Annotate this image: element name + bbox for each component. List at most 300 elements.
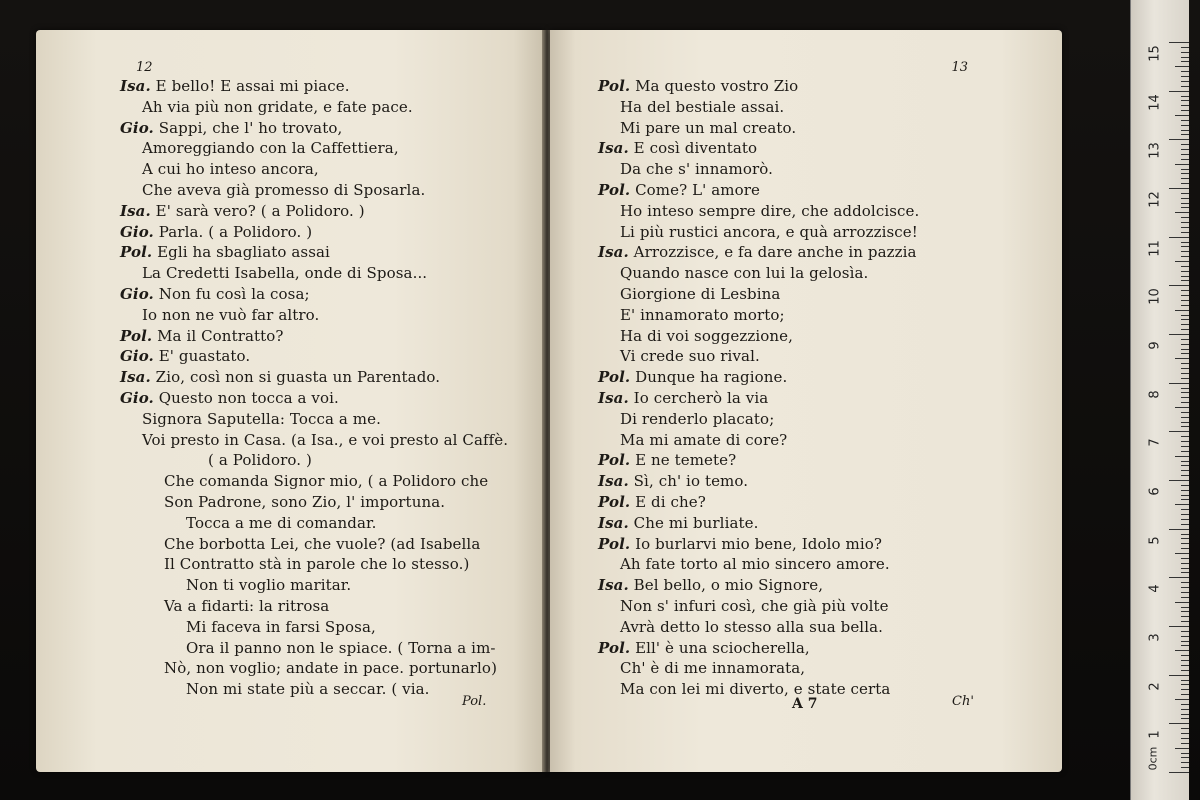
line-text: E' guastato. (153, 347, 251, 366)
speaker-label: Isa. (598, 243, 629, 262)
text-line (120, 118, 342, 138)
ruler-tick (1181, 485, 1189, 486)
ruler-tick (1181, 339, 1189, 340)
text-line (598, 138, 757, 158)
speaker-label: Pol. (598, 493, 631, 511)
text-line (142, 180, 425, 200)
speaker-label: Gio. (120, 222, 154, 241)
ruler-number: 14 (1147, 93, 1163, 111)
line-text: Son Padrone, sono Zio, l' importuna. (164, 493, 446, 511)
ruler-tick (1181, 246, 1189, 247)
text-line (208, 450, 312, 470)
text-line (186, 638, 496, 658)
ruler-tick (1181, 509, 1189, 510)
ruler-tick (1181, 392, 1189, 393)
ruler-tick (1169, 577, 1189, 578)
ruler-tick (1181, 524, 1189, 525)
ruler-tick (1175, 212, 1189, 213)
line-text: Zio, così non si guasta un Parentado. (150, 368, 441, 387)
ruler-tick (1181, 130, 1189, 131)
ruler-tick (1181, 280, 1189, 281)
ruler-number: 8 (1147, 390, 1163, 399)
line-text: Signora Saputella: Tocca a me. (142, 409, 381, 428)
ruler-tick (1169, 139, 1189, 140)
ruler-tick (1181, 684, 1189, 685)
ruler-tick (1181, 519, 1189, 520)
ruler-tick (1181, 378, 1189, 379)
text-line (598, 513, 759, 533)
speaker-label: Pol. (598, 368, 631, 387)
ruler-number: 13 (1147, 142, 1163, 160)
text-line (620, 617, 883, 637)
text-line (598, 534, 882, 554)
ruler-tick (1169, 675, 1189, 676)
text-line (598, 76, 798, 96)
line-text: Vi crede suo rival. (620, 347, 760, 366)
right-page-number: 13 (951, 60, 968, 75)
line-text: E di che? (630, 493, 706, 511)
text-line (620, 679, 890, 699)
ruler-tick (1181, 173, 1189, 174)
ruler-number: 6 (1147, 487, 1163, 496)
speaker-label: Gio. (120, 389, 154, 407)
line-text: Da che s' innamorò. (620, 160, 773, 179)
speaker-label: Isa. (598, 576, 629, 595)
ruler-tick (1181, 762, 1189, 763)
line-text: Tocca a me di comandar. (186, 513, 377, 532)
speaker-label: Isa. (598, 139, 629, 158)
text-line (620, 430, 787, 450)
ruler-tick (1169, 480, 1189, 481)
ruler-tick (1169, 626, 1189, 627)
text-line (620, 596, 889, 616)
line-text: Egli ha sbagliato assai (152, 243, 330, 262)
ruler-tick (1181, 412, 1189, 413)
speaker-label: Pol. (120, 243, 153, 262)
line-text: Ha di voi soggezzione, (620, 326, 793, 345)
ruler-tick (1181, 105, 1189, 106)
line-text: Mi pare un mal creato. (620, 118, 797, 137)
ruler-number: 5 (1147, 536, 1163, 545)
text-line (164, 534, 480, 554)
ruler-tick (1169, 91, 1189, 92)
ruler-tick (1175, 748, 1189, 749)
text-line (598, 492, 706, 512)
text-line (598, 471, 748, 491)
ruler-tick (1181, 76, 1189, 77)
ruler-tick (1181, 475, 1189, 476)
line-text: Giorgione di Lesbina (620, 285, 781, 303)
line-text: E bello! E assai mi piace. (150, 77, 350, 95)
ruler-number: 9 (1147, 341, 1163, 350)
ruler-tick (1181, 441, 1189, 442)
ruler-tick (1181, 582, 1189, 583)
ruler-tick (1181, 568, 1189, 569)
line-text: Che aveva già promesso di Sposarla. (142, 181, 426, 199)
ruler-tick (1181, 227, 1189, 228)
ruler-number: 4 (1147, 584, 1163, 593)
ruler-tick (1169, 723, 1189, 724)
ruler-tick (1181, 689, 1189, 690)
ruler-tick (1181, 271, 1189, 272)
ruler-tick (1181, 329, 1189, 330)
ruler-tick (1181, 694, 1189, 695)
right-catchword: Ch' (952, 694, 974, 709)
ruler-tick (1181, 178, 1189, 179)
ruler-tick (1181, 96, 1189, 97)
ruler-tick (1181, 718, 1189, 719)
line-text: Sappi, che l' ho trovato, (153, 118, 343, 137)
ruler-tick (1181, 144, 1189, 145)
ruler-tick (1181, 558, 1189, 559)
speaker-label: Gio. (120, 285, 154, 303)
ruler-tick (1175, 456, 1189, 457)
ruler-tick (1181, 100, 1189, 101)
line-text: Amoreggiando con la Caffettiera, (142, 139, 399, 158)
line-text: Non ti voglio maritar. (186, 576, 352, 595)
ruler-tick (1169, 383, 1189, 384)
line-text: Quando nasce con lui la gelosìa. (620, 264, 869, 283)
ruler-tick (1181, 295, 1189, 296)
ruler-tick (1181, 426, 1189, 427)
ruler-tick (1181, 183, 1189, 184)
ruler-tick (1181, 71, 1189, 72)
ruler-tick (1181, 217, 1189, 218)
text-line (620, 346, 760, 366)
ruler-tick (1181, 203, 1189, 204)
text-line (620, 305, 785, 325)
ruler-number: 12 (1147, 191, 1163, 208)
ruler-tick (1181, 709, 1189, 710)
speaker-label: Pol. (598, 451, 631, 470)
ruler-number: 2 (1147, 682, 1163, 691)
ruler-tick (1181, 738, 1189, 739)
ruler-tick (1181, 120, 1189, 121)
ruler-tick (1181, 47, 1189, 48)
ruler-tick (1181, 733, 1189, 734)
ruler-tick (1175, 504, 1189, 505)
ruler-tick (1181, 149, 1189, 150)
ruler-tick (1181, 436, 1189, 437)
ruler-number: 15 (1147, 45, 1163, 62)
line-text: Sì, ch' io temo. (628, 472, 749, 491)
speaker-label: Gio. (120, 347, 154, 366)
speaker-label: Gio. (120, 118, 154, 137)
ruler-tick (1181, 154, 1189, 155)
ruler-tick (1181, 767, 1189, 768)
speaker-label: Isa. (598, 389, 629, 407)
ruler-number: 3 (1147, 633, 1163, 642)
ruler-tick (1181, 222, 1189, 223)
line-text: Ora il panno non le spiace. ( Torna a im- (186, 638, 496, 657)
left-page-number: 12 (136, 60, 153, 75)
line-text: Di renderlo placato; (620, 409, 775, 428)
ruler-tick (1181, 597, 1189, 598)
line-text: Mi faceva in farsi Sposa, (186, 617, 376, 636)
ruler-tick (1181, 490, 1189, 491)
text-line (164, 554, 469, 574)
ruler-tick (1181, 499, 1189, 500)
ruler-tick (1181, 728, 1189, 729)
speaker-label: Isa. (598, 513, 629, 532)
line-text: Non fu così la cosa; (153, 285, 310, 303)
text-line (142, 159, 319, 179)
ruler-tick (1169, 529, 1189, 530)
left-catchword: Pol. (462, 694, 487, 709)
line-text: E così diventato (628, 139, 758, 158)
speaker-label: Pol. (120, 326, 153, 345)
line-text: Ma questo vostro Zio (630, 77, 799, 95)
text-line (142, 263, 427, 283)
ruler-tick (1181, 368, 1189, 369)
text-line (164, 492, 445, 512)
ruler-tick (1181, 256, 1189, 257)
ruler-tick (1181, 169, 1189, 170)
text-line (620, 97, 784, 117)
ruler-tick (1175, 358, 1189, 359)
ruler-tick (1181, 324, 1189, 325)
ruler-tick (1181, 636, 1189, 637)
line-text: E' innamorato morto; (620, 305, 785, 324)
ruler-tick (1181, 631, 1189, 632)
ruler-tick (1181, 670, 1189, 671)
ruler-tick (1181, 655, 1189, 656)
ruler-tick (1181, 641, 1189, 642)
text-line (620, 222, 918, 242)
ruler-tick (1175, 310, 1189, 311)
line-text: Ch' è di me innamorata, (620, 659, 806, 678)
text-line (120, 284, 310, 304)
text-line (164, 471, 488, 491)
line-text: Non mi state più a seccar. ( via. (186, 680, 430, 699)
line-text: Voi presto in Casa. (a Isa., e voi presto al Caffè. (142, 430, 509, 449)
line-text: Che comanda Signor mio, ( a Polidoro che (164, 472, 489, 491)
line-text: E' sarà vero? ( a Polidoro. ) (150, 201, 365, 220)
text-line (120, 201, 365, 221)
ruler-tick (1175, 650, 1189, 651)
line-text: Ma mi amate di core? (620, 430, 788, 449)
text-line (620, 409, 774, 429)
ruler-tick (1181, 159, 1189, 160)
ruler-tick (1181, 534, 1189, 535)
ruler-tick (1181, 538, 1189, 539)
ruler-tick (1181, 616, 1189, 617)
text-line (598, 450, 736, 470)
ruler-tick (1181, 125, 1189, 126)
ruler-tick (1181, 300, 1189, 301)
text-line (620, 201, 919, 221)
line-text: Ha del bestiale assai. (620, 97, 785, 116)
ruler-tick (1181, 465, 1189, 466)
ruler-tick (1169, 772, 1189, 773)
right-page (550, 30, 1062, 772)
line-text: Ma il Contratto? (152, 326, 284, 345)
ruler-tick (1175, 115, 1189, 116)
line-text: La Credetti Isabella, onde di Sposa... (142, 264, 428, 283)
ruler-tick (1181, 198, 1189, 199)
text-line (620, 263, 868, 283)
ruler-tick (1181, 470, 1189, 471)
ruler-tick (1181, 344, 1189, 345)
ruler-tick (1181, 446, 1189, 447)
text-line (598, 638, 810, 658)
text-line (598, 388, 768, 408)
ruler-tick (1181, 422, 1189, 423)
ruler-tick (1175, 261, 1189, 262)
ruler-tick (1181, 266, 1189, 267)
line-text: Ho inteso sempre dire, che addolcisce. (620, 201, 920, 220)
text-line (186, 575, 351, 595)
speaker-label: Isa. (598, 472, 629, 491)
ruler-tick (1181, 86, 1189, 87)
ruler-tick (1175, 699, 1189, 700)
ruler-tick (1181, 753, 1189, 754)
text-line (120, 76, 350, 96)
line-text: Che borbotta Lei, che vuole? (ad Isabella (164, 534, 481, 553)
ruler-tick (1181, 57, 1189, 58)
line-text: Nò, non voglio; andate in pace. portunarlo) (164, 659, 498, 678)
ruler-tick (1181, 704, 1189, 705)
line-text: Che mi burliate. (628, 513, 759, 532)
line-text: Bel bello, o mio Signore, (628, 576, 824, 595)
ruler-tick (1169, 237, 1189, 238)
ruler-tick (1175, 407, 1189, 408)
line-text: Li più rustici ancora, e quà arrozzisce! (620, 222, 918, 241)
ruler-tick (1181, 353, 1189, 354)
ruler-tick (1181, 621, 1189, 622)
ruler-tick (1181, 572, 1189, 573)
text-line (598, 367, 787, 387)
line-text: Parla. ( a Polidoro. ) (153, 222, 313, 241)
line-text: Io non ne vuò far altro. (142, 305, 320, 324)
ruler-tick (1181, 757, 1189, 758)
ruler-tick (1169, 285, 1189, 286)
ruler-tick (1181, 81, 1189, 82)
ruler-number: 7 (1147, 438, 1163, 447)
ruler-tick (1181, 305, 1189, 306)
line-text: Io cercherò la via (628, 389, 769, 407)
left-page (36, 30, 544, 772)
line-text: Ell' è una sciocherella, (630, 638, 810, 657)
ruler-tick (1181, 242, 1189, 243)
speaker-label: Pol. (598, 534, 631, 553)
ruler-number: 1 (1147, 730, 1163, 739)
ruler-tick (1181, 373, 1189, 374)
text-line (598, 575, 823, 595)
line-text: Arrozzisce, e fa dare anche in pazzia (628, 243, 917, 262)
ruler-tick (1181, 134, 1189, 135)
ruler-tick (1181, 607, 1189, 608)
ruler-tick (1181, 290, 1189, 291)
ruler-tick (1181, 52, 1189, 53)
text-line (164, 658, 497, 678)
ruler-tick (1169, 431, 1189, 432)
ruler-tick (1175, 66, 1189, 67)
ruler-tick (1181, 276, 1189, 277)
ruler-number: 11 (1147, 239, 1163, 257)
ruler-tick (1181, 363, 1189, 364)
text-line (142, 305, 319, 325)
ruler-tick (1181, 193, 1189, 194)
text-line (120, 326, 284, 346)
line-text: Non s' infuri così, che già più volte (620, 597, 889, 615)
measuring-ruler (1130, 0, 1189, 800)
text-line (142, 430, 508, 450)
ruler-tick (1181, 680, 1189, 681)
ruler-tick (1181, 251, 1189, 252)
speaker-label: Isa. (120, 201, 151, 220)
ruler-tick (1175, 164, 1189, 165)
line-text: Avrà detto lo stesso alla sua bella. (620, 617, 884, 636)
ruler-tick (1181, 388, 1189, 389)
text-line (120, 367, 440, 387)
ruler-tick (1181, 714, 1189, 715)
line-text: Questo non tocca a voi. (153, 389, 339, 407)
text-line (142, 138, 399, 158)
text-line (120, 222, 312, 242)
line-text: Dunque ha ragione. (630, 368, 788, 387)
ruler-tick (1181, 563, 1189, 564)
text-line (120, 346, 250, 366)
ruler-tick (1169, 334, 1189, 335)
text-line (620, 554, 890, 574)
ruler-tick (1181, 451, 1189, 452)
ruler-tick (1181, 461, 1189, 462)
line-text: Ah via più non gridate, e fate pace. (142, 97, 413, 116)
speaker-label: Pol. (598, 638, 631, 657)
text-line (598, 242, 917, 262)
text-line (164, 596, 329, 616)
ruler-tick (1181, 543, 1189, 544)
ruler-tick (1181, 207, 1189, 208)
text-line (186, 679, 430, 699)
speaker-label: Isa. (120, 368, 151, 387)
speaker-label: Pol. (598, 77, 631, 95)
ruler-tick (1181, 402, 1189, 403)
text-line (598, 180, 760, 200)
ruler-tick (1181, 548, 1189, 549)
line-text: Io burlarvi mio bene, Idolo mio? (630, 534, 882, 553)
ruler-tick (1169, 188, 1189, 189)
line-text: ( a Polidoro. ) (208, 451, 312, 470)
ruler-tick (1181, 495, 1189, 496)
speaker-label: Isa. (120, 77, 151, 95)
text-line (120, 242, 330, 262)
line-text: Ah fate torto al mio sincero amore. (620, 555, 890, 574)
ruler-tick (1175, 553, 1189, 554)
line-text: A cui ho inteso ancora, (142, 160, 319, 179)
ruler-tick (1181, 514, 1189, 515)
speaker-label: Pol. (598, 181, 631, 199)
line-text: Come? L' amore (630, 181, 760, 199)
ruler-tick (1181, 587, 1189, 588)
ruler-tick (1175, 602, 1189, 603)
text-line (620, 284, 780, 304)
line-text: E ne temete? (630, 451, 737, 470)
text-line (186, 617, 376, 637)
ruler-number: 10 (1147, 288, 1163, 306)
ruler-tick (1181, 110, 1189, 111)
ruler-tick (1181, 592, 1189, 593)
text-line (620, 118, 796, 138)
text-line (142, 97, 413, 117)
ruler-tick (1181, 743, 1189, 744)
ruler-unit-label: 0cm (1146, 746, 1160, 771)
signature-mark: A 7 (792, 696, 818, 712)
ruler-tick (1181, 645, 1189, 646)
ruler-tick (1181, 611, 1189, 612)
ruler-tick (1181, 349, 1189, 350)
